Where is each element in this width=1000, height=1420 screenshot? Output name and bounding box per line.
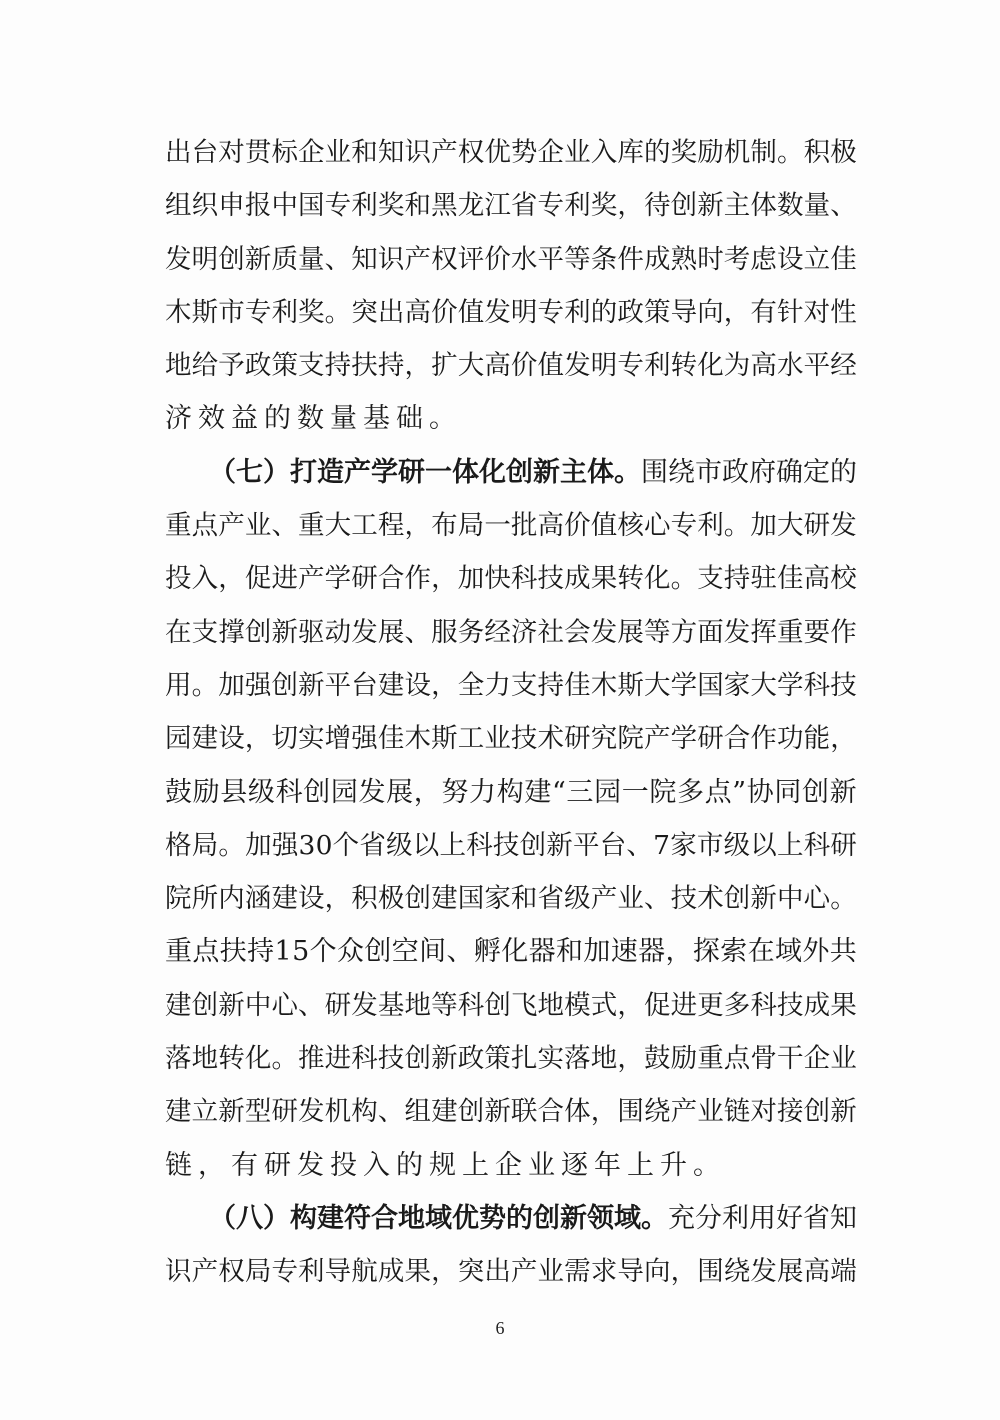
text-line: 院 所 内 涵 建 设 ， 积 极 创 建 国 家 和 省 级 产 业 、 技 术 创 新 中 心 。: [165, 883, 857, 915]
text-line: 落 地 转 化 。 推 进 科 技 创 新 政 策 扎 实 落 地 ， 鼓 励 重 点 骨 干 企 业: [165, 1043, 857, 1075]
paragraph-indent: [165, 446, 209, 499]
text-line: 建 创 新 中 心 、 研 发 基 地 等 科 创 飞 地 模 式 ， 促 进 更 多 科 技 成 果: [165, 989, 857, 1021]
line-text: 链，有研发投入的规上企业逐年上升。: [165, 1149, 726, 1181]
text-line: [165, 392, 857, 445]
paragraph-indent: [165, 1192, 209, 1245]
text-line: 建 立 新 型 研 发 机 构 、 组 建 创 新 联 合 体 ， 围 绕 产 业 链 对 接 创 新: [165, 1096, 857, 1128]
text-line: （ 七 ） 打 造 产 学 研 一 体 化 创 新 主 体 。 围 绕 市 政 府 确 定 的: [165, 446, 857, 499]
body-text: [165, 126, 857, 1299]
text-line: 用 。 加 强 创 新 平 台 建 设 ， 全 力 支 持 佳 木 斯 大 学 国 家 大 学 科 技: [165, 669, 857, 701]
text-line: 鼓 励 县 级 科 创 园 发 展 ， 努 力 构 建 “ 三 园 一 院 多 点 ” 协 同 创 新: [165, 776, 857, 808]
text-line: 重 点 产 业 、 重 大 工 程 ， 布 局 一 批 高 价 值 核 心 专 利 。 加 大 研 发: [165, 510, 857, 542]
text-line: [165, 1139, 857, 1192]
text-line: 出 台 对 贯 标 企 业 和 知 识 产 权 优 势 企 业 入 库 的 奖 励 机 制 。 积 极: [165, 137, 857, 168]
line-text: 济效益的数量基础。: [165, 403, 462, 435]
text-line: （ 八 ） 构 建 符 合 地 域 优 势 的 创 新 领 域 。 充 分 利 用 好 省 知: [165, 1192, 857, 1245]
text-line: 投 入 ， 促 进 产 学 研 合 作 ， 加 快 科 技 成 果 转 化 。 支 持 驻 佳 高 校: [165, 563, 857, 595]
text-line: 识 产 权 局 专 利 导 航 成 果 ， 突 出 产 业 需 求 导 向 ， 围 绕 发 展 高 端: [165, 1256, 857, 1288]
text-line: 发 明 创 新 质 量 、 知 识 产 权 评 价 水 平 等 条 件 成 熟 时 考 虑 设 立 佳: [165, 243, 857, 275]
text-line: 地 给 予 政 策 支 持 扶 持 ， 扩 大 高 价 值 发 明 专 利 转 化 为 高 水 平 经: [165, 350, 857, 382]
text-line: 格 局 。 加 强 3 0 个 省 级 以 上 科 技 创 新 平 台 、 7 家 市 级 以 上 科 研: [165, 829, 857, 861]
text-line: 园 建 设 ， 切 实 增 强 佳 木 斯 工 业 技 术 研 究 院 产 学 研 合 作 功 能 ，: [165, 723, 857, 755]
text-line: 重 点 扶 持 1 5 个 众 创 空 间 、 孵 化 器 和 加 速 器 ， 探 索 在 域 外 共: [165, 936, 857, 968]
page-number: 6: [495, 1318, 505, 1338]
text-line: 组 织 申 报 中 国 专 利 奖 和 黑 龙 江 省 专 利 奖 ， 待 创 新 主 体 数 量 、: [165, 190, 857, 222]
text-line: 木 斯 市 专 利 奖 。 突 出 高 价 值 发 明 专 利 的 政 策 导 向 ， 有 针 对 性: [165, 296, 857, 328]
text-line: 在 支 撑 创 新 驱 动 发 展 、 服 务 经 济 社 会 发 展 等 方 面 发 挥 重 要 作: [165, 616, 857, 648]
